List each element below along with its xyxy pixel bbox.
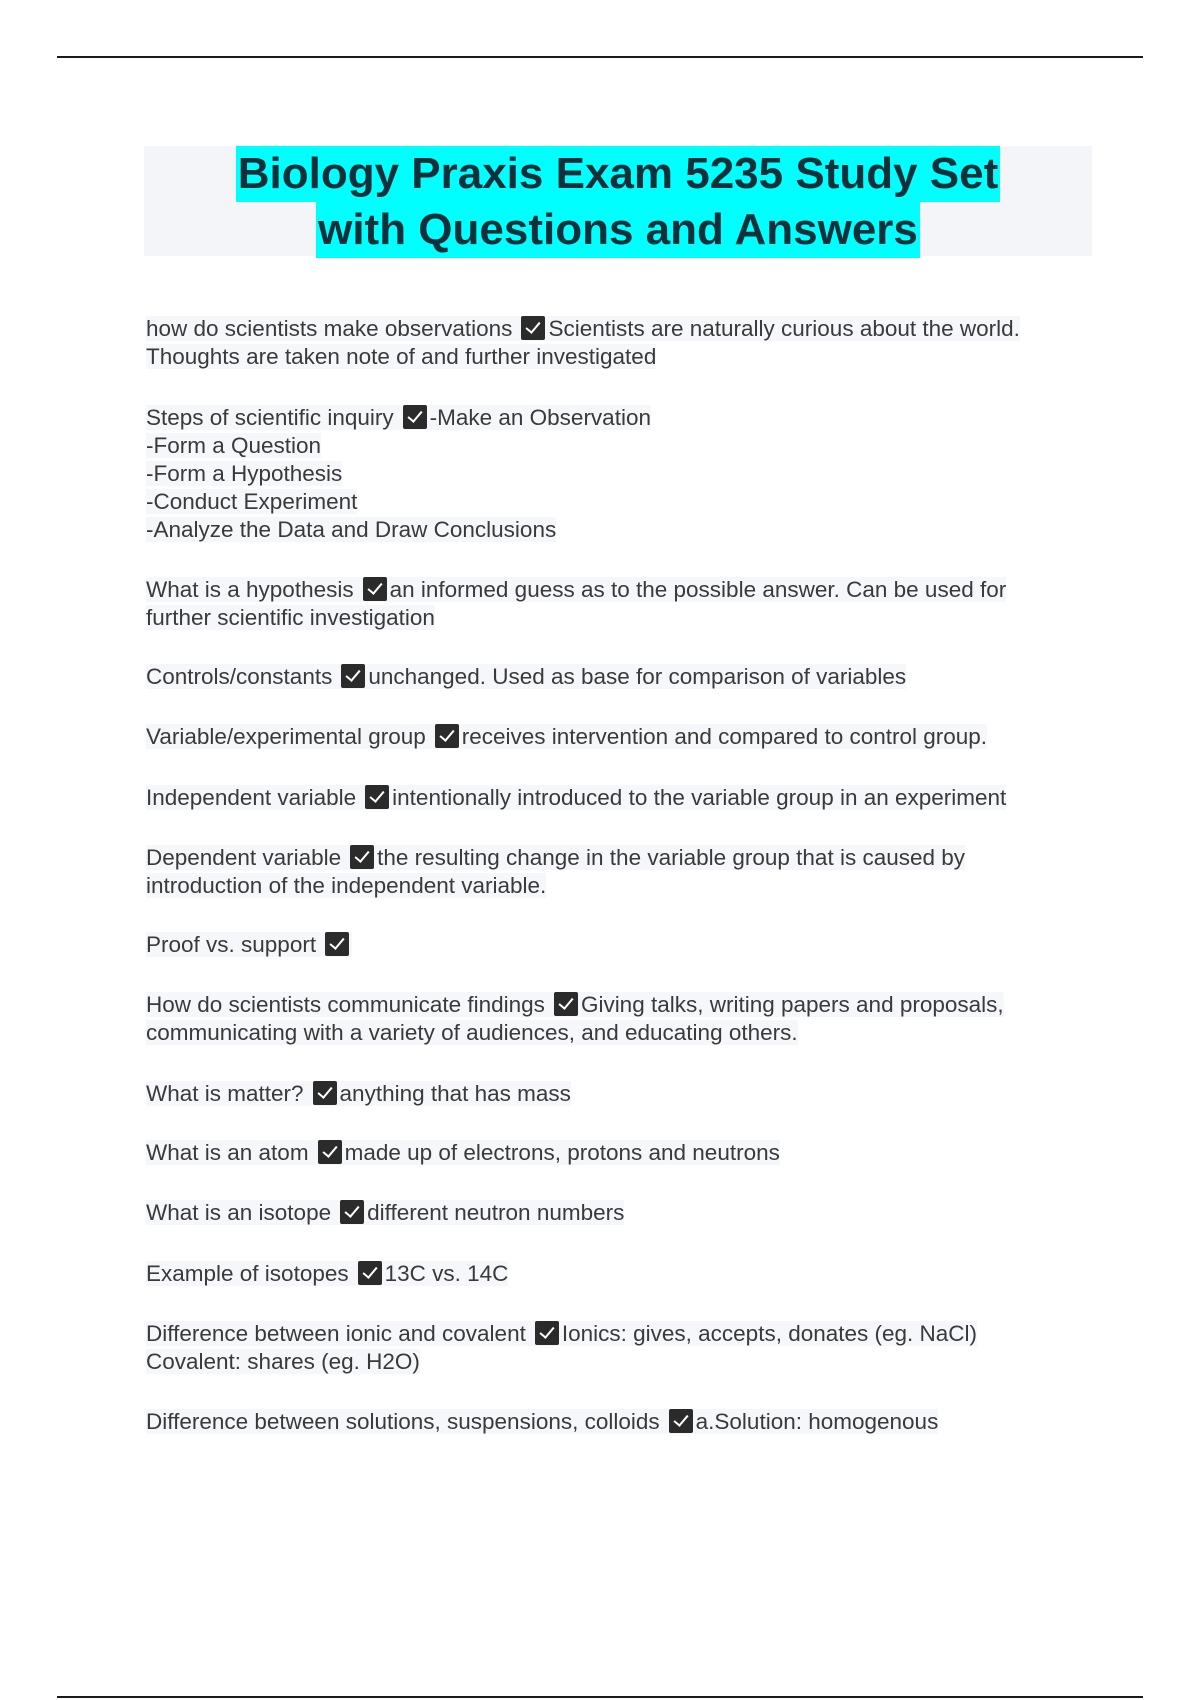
qa-item <box>146 931 352 959</box>
checkmark-icon <box>435 724 459 748</box>
qa-item <box>146 784 1006 812</box>
question-text: Difference between solutions, suspensions, colloids <box>146 1409 660 1434</box>
qa-item <box>146 1080 571 1108</box>
document-title <box>144 146 1092 256</box>
question-text: Controls/constants <box>146 664 333 689</box>
checkmark-icon <box>358 1261 382 1285</box>
qa-item <box>146 1320 977 1376</box>
question-text: What is an atom <box>146 1140 309 1165</box>
checkmark-icon <box>318 1140 342 1164</box>
question-text: Variable/experimental group <box>146 724 426 749</box>
answer-text: the resulting change in the variable group that is caused by <box>377 845 966 870</box>
qa-item <box>146 723 987 751</box>
qa-item <box>146 991 1004 1047</box>
answer-text: further scientific investigation <box>146 605 435 630</box>
answer-text: Ionics: gives, accepts, donates (eg. NaCl) <box>561 1321 978 1346</box>
checkmark-icon <box>365 785 389 809</box>
checkmark-icon <box>363 577 387 601</box>
answer-text: Scientists are naturally curious about the world. <box>548 316 1020 341</box>
answer-text: Thoughts are taken note of and further investigated <box>146 344 657 369</box>
answer-text: Giving talks, writing papers and proposals, <box>580 992 1004 1017</box>
bottom-rule <box>57 1696 1143 1698</box>
checkmark-icon <box>340 1200 364 1224</box>
answer-text: anything that has mass <box>339 1081 571 1106</box>
title-line-2: with Questions and Answers <box>316 202 920 258</box>
qa-item <box>146 576 1006 632</box>
checkmark-icon <box>341 664 365 688</box>
checkmark-icon <box>554 992 578 1016</box>
answer-text: -Conduct Experiment <box>146 489 358 514</box>
answer-text: -Analyze the Data and Draw Conclusions <box>146 517 557 542</box>
top-rule <box>57 56 1143 58</box>
answer-text: receives intervention and compared to control group. <box>461 724 988 749</box>
answer-text: -Form a Hypothesis <box>146 461 343 486</box>
question-text: What is an isotope <box>146 1200 332 1225</box>
qa-item <box>146 1260 508 1288</box>
qa-item <box>146 1408 938 1436</box>
answer-text: intentionally introduced to the variable group in an experiment <box>392 785 1007 810</box>
checkmark-icon <box>325 932 349 956</box>
answer-text: an informed guess as to the possible answer. Can be used for <box>389 577 1007 602</box>
qa-item <box>146 404 651 544</box>
question-text: What is a hypothesis <box>146 577 354 602</box>
answer-text: -Form a Question <box>146 433 322 458</box>
answer-text: introduction of the independent variable. <box>146 873 547 898</box>
answer-text: -Make an Observation <box>429 405 651 430</box>
qa-item <box>146 663 906 691</box>
answer-text: made up of electrons, protons and neutrons <box>344 1140 780 1165</box>
question-text: Proof vs. support <box>146 932 317 957</box>
qa-item <box>146 1139 780 1167</box>
answer-text: unchanged. Used as base for comparison of variables <box>368 664 907 689</box>
checkmark-icon <box>669 1409 693 1433</box>
qa-item <box>146 315 1020 371</box>
checkmark-icon <box>350 845 374 869</box>
question-text: Independent variable <box>146 785 357 810</box>
qa-item <box>146 1199 624 1227</box>
qa-item <box>146 844 965 900</box>
question-text: Dependent variable <box>146 845 342 870</box>
checkmark-icon <box>535 1321 559 1345</box>
checkmark-icon <box>313 1081 337 1105</box>
question-text: How do scientists communicate findings <box>146 992 545 1017</box>
question-text: What is matter? <box>146 1081 304 1106</box>
answer-text: 13C vs. 14C <box>384 1261 509 1286</box>
question-text: Steps of scientific inquiry <box>146 405 394 430</box>
question-text: Difference between ionic and covalent <box>146 1321 526 1346</box>
title-line-1: Biology Praxis Exam 5235 Study Set <box>236 146 1001 202</box>
answer-text: Covalent: shares (eg. H2O) <box>146 1349 420 1374</box>
question-text: Example of isotopes <box>146 1261 349 1286</box>
answer-text: communicating with a variety of audiences, and educating others. <box>146 1020 798 1045</box>
question-text: how do scientists make observations <box>146 316 513 341</box>
checkmark-icon <box>403 405 427 429</box>
checkmark-icon <box>521 316 545 340</box>
answer-text: a.Solution: homogenous <box>695 1409 939 1434</box>
answer-text: different neutron numbers <box>367 1200 625 1225</box>
